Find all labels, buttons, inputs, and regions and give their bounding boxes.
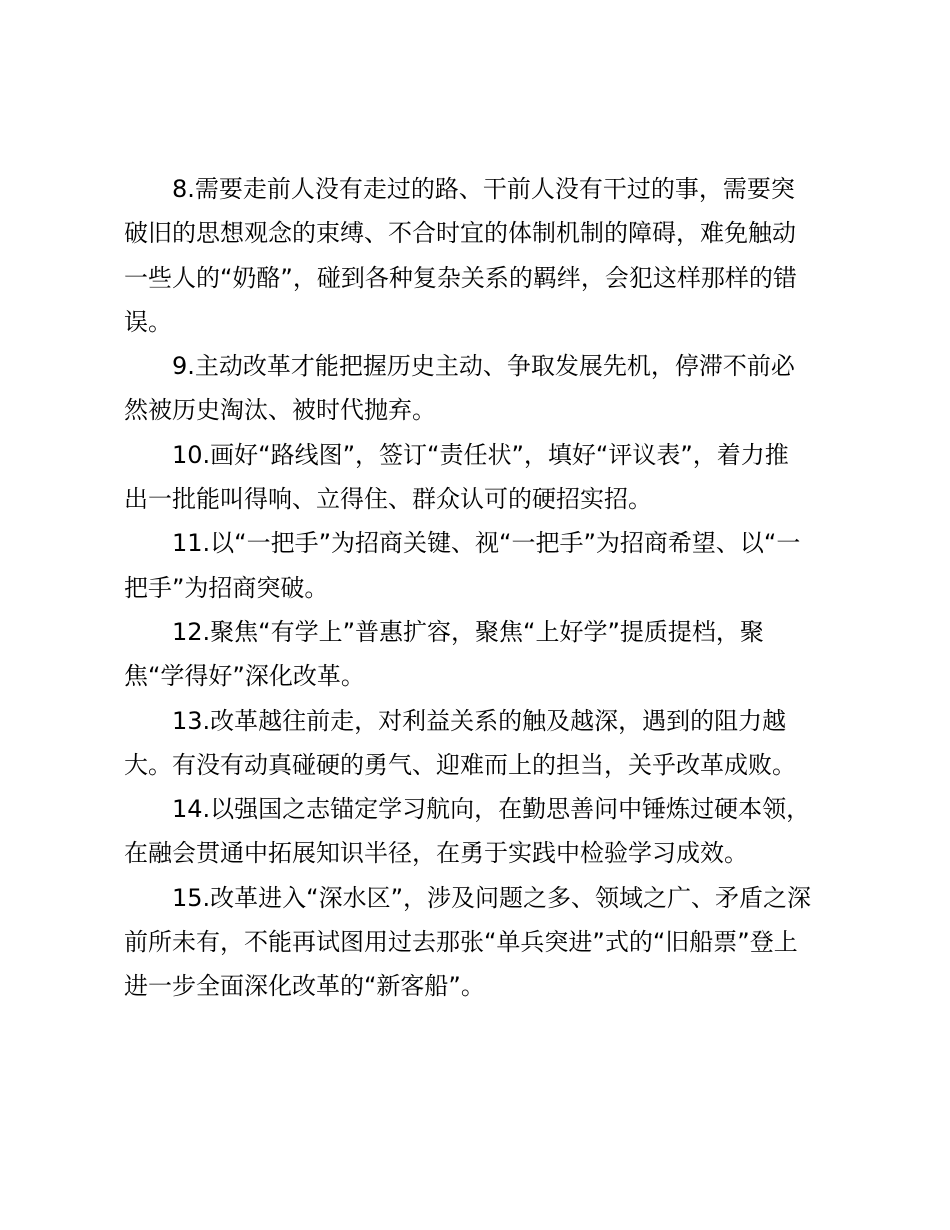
paragraph-line: 12.聚焦“有学上”普惠扩容，聚焦“上好学”提质提档，聚 — [172, 617, 764, 646]
paragraph-11 — [124, 521, 840, 610]
paragraph-line: 出一批能叫得响、立得住、群众认可的硬招实招。 — [124, 485, 652, 514]
paragraph-line: 9.主动改革才能把握历史主动、争取发展先机，停滞不前必 — [172, 352, 795, 381]
paragraph-line: 进一步全面深化改革的“新客船”。 — [124, 972, 485, 1001]
paragraph-14 — [124, 787, 840, 876]
document-body — [124, 167, 840, 1009]
paragraph-line: 焦“学得好”深化改革。 — [124, 662, 365, 691]
paragraph-9 — [124, 344, 840, 433]
paragraph-line: 15.改革进入“深水区”，涉及问题之多、领域之广、矛盾之深 — [172, 883, 812, 912]
paragraph-line: 前所未有，不能再试图用过去那张“单兵突进”式的“旧船票”登上 — [124, 928, 798, 957]
paragraph-line: 13.改革越往前走，对利益关系的触及越深，遇到的阻力越 — [172, 706, 787, 735]
paragraph-line: 10.画好“路线图”，签订“责任状”，填好“评议表”，着力推 — [172, 440, 789, 469]
paragraph-12 — [124, 610, 840, 699]
paragraph-line: 在融会贯通中拓展知识半径，在勇于实践中检验学习成效。 — [124, 839, 748, 868]
paragraph-line: 一些人的“奶酪”，碰到各种复杂关系的羁绊，会犯这样那样的错 — [124, 263, 797, 292]
paragraph-line: 然被历史淘汰、被时代抛弃。 — [124, 396, 436, 425]
paragraph-line: 误。 — [124, 307, 172, 336]
paragraph-10 — [124, 433, 840, 522]
paragraph-line: 把手”为招商突破。 — [124, 573, 329, 602]
paragraph-13 — [124, 699, 840, 788]
paragraph-15 — [124, 876, 840, 1009]
paragraph-8 — [124, 167, 840, 344]
paragraph-line: 破旧的思想观念的束缚、不合时宜的体制机制的障碍，难免触动 — [124, 219, 796, 248]
paragraph-line: 11.以“一把手”为招商关键、视“一把手”为招商希望、以“一 — [172, 529, 801, 558]
paragraph-line: 8.需要走前人没有走过的路、干前人没有干过的事，需要突 — [172, 175, 795, 203]
paragraph-line: 大。有没有动真碰硬的勇气、迎难而上的担当，关乎改革成败。 — [124, 750, 796, 779]
paragraph-line: 14.以强国之志锚定学习航向，在勤思善问中锤炼过硬本领， — [172, 795, 811, 824]
